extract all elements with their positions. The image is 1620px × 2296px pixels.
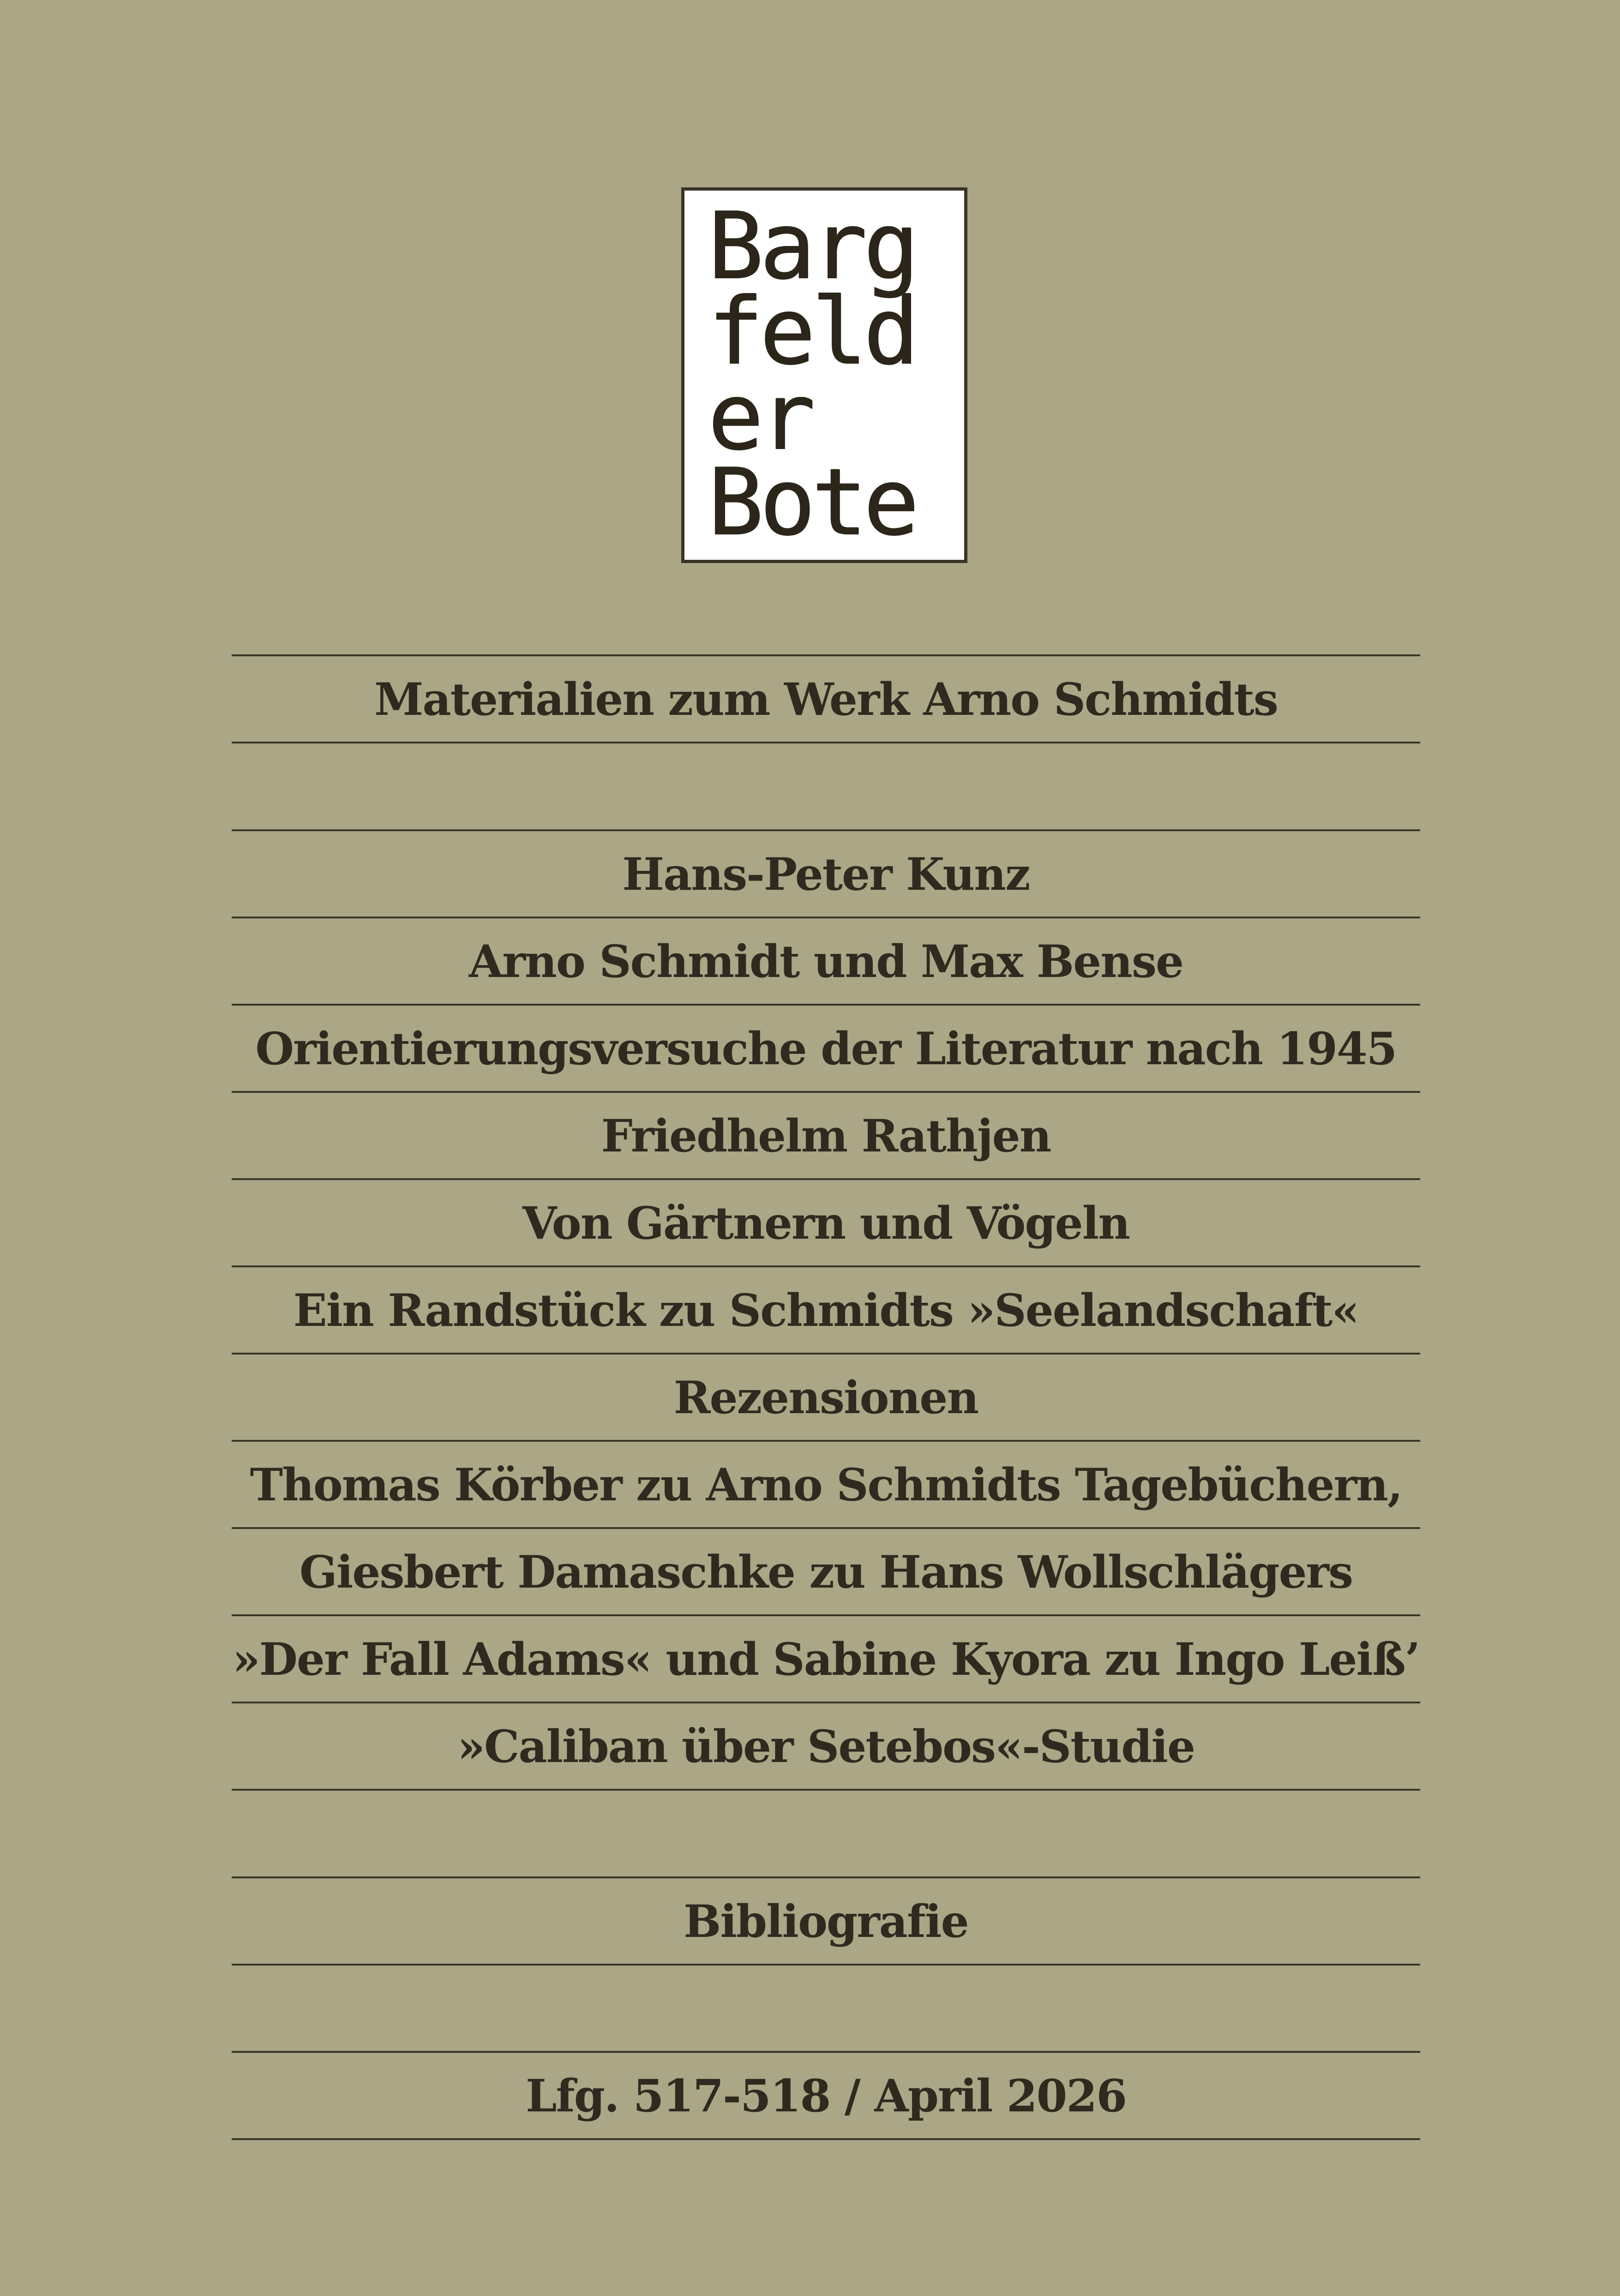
rule <box>232 1964 1420 1966</box>
logo-text: Barg feld er Bote <box>708 192 915 556</box>
contents-line: Giesbert Damaschke zu Hans Wollschlägers <box>299 1546 1353 1598</box>
rule <box>232 1789 1420 1791</box>
series-subtitle: Materialien zum Werk Arno Schmidts <box>374 673 1278 725</box>
contents-line: Orientierungsversuche der Literatur nach 1945 <box>255 1022 1397 1075</box>
rule <box>232 742 1420 743</box>
contents-line: Ein Randstück zu Schmidts »Seelandschaft« <box>293 1284 1359 1337</box>
contents-line: Friedhelm Rathjen <box>601 1109 1051 1162</box>
issue-info: Lfg. 517-518 / April 2026 <box>525 2069 1127 2122</box>
contents-line: Arno Schmidt und Max Bense <box>468 935 1183 988</box>
contents-line: Rezensionen <box>673 1371 978 1424</box>
contents-line: »Der Fall Adams« und Sabine Kyora zu Ingo Leiß’ <box>232 1633 1420 1685</box>
contents-line: Von Gärtnern und Vögeln <box>522 1197 1129 1249</box>
contents-line: Thomas Körber zu Arno Schmidts Tagebüchern, <box>250 1458 1402 1511</box>
contents-line: Hans-Peter Kunz <box>622 848 1030 900</box>
bargfelder-bote-logo <box>681 187 967 563</box>
contents-line: »Caliban über Setebos«-Studie <box>457 1720 1195 1773</box>
rule <box>232 2138 1420 2140</box>
bibliography-label: Bibliografie <box>684 1895 968 1948</box>
